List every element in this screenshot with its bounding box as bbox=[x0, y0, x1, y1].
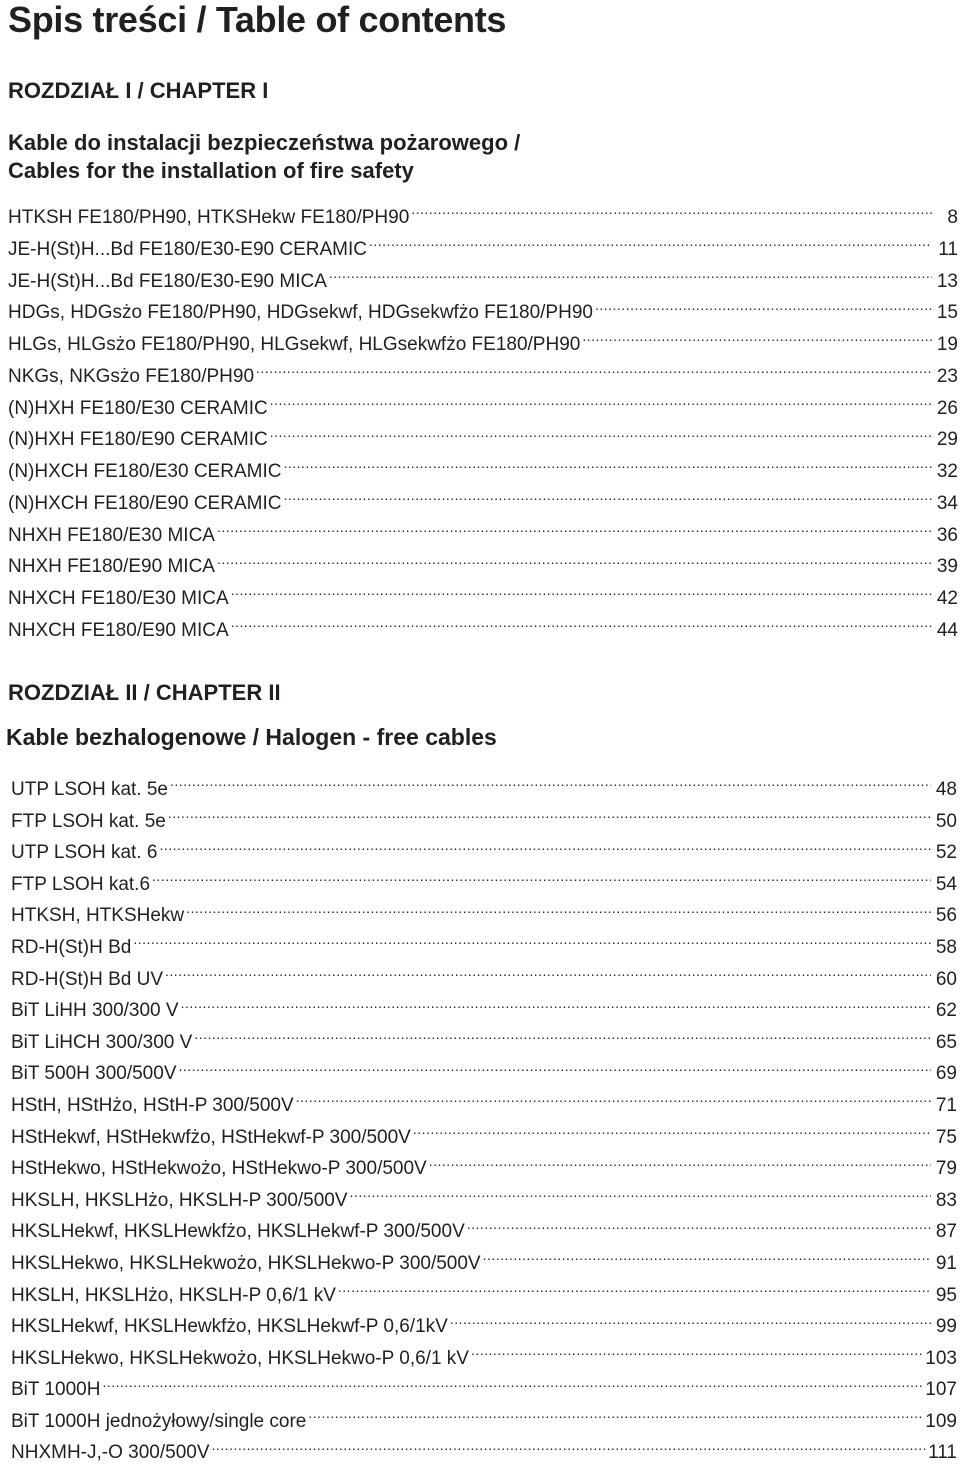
toc-entry-title: NKGs, NKGsżo FE180/PH90 bbox=[8, 365, 255, 387]
toc-entry[interactable] bbox=[11, 1122, 957, 1154]
toc-entry-page-number: 109 bbox=[925, 1410, 957, 1432]
toc-dot-leader bbox=[429, 1155, 931, 1174]
toc-entry-title: NHXMH-J,-O 300/500V bbox=[11, 1442, 210, 1464]
toc-entry-page-number: 8 bbox=[947, 207, 958, 228]
toc-entry-page-number: 62 bbox=[935, 1000, 957, 1022]
toc-entry[interactable] bbox=[11, 900, 957, 932]
toc-entry[interactable] bbox=[11, 1185, 957, 1217]
toc-dot-leader bbox=[231, 585, 932, 604]
toc-dot-leader bbox=[165, 966, 931, 985]
toc-entry[interactable] bbox=[11, 1058, 957, 1090]
toc-entry[interactable] bbox=[8, 551, 958, 583]
toc-entry[interactable] bbox=[11, 995, 957, 1027]
toc-entry-page-number: 111 bbox=[928, 1442, 957, 1464]
toc-entry[interactable] bbox=[11, 1153, 957, 1185]
toc-dot-leader bbox=[595, 299, 932, 318]
toc-dot-leader bbox=[102, 1376, 923, 1395]
toc-entry[interactable] bbox=[8, 456, 958, 488]
toc-dot-leader bbox=[283, 490, 932, 509]
toc-entry[interactable] bbox=[11, 1374, 957, 1406]
toc-entry-title: HTKSH FE180/PH90, HTKSHekw FE180/PH90 bbox=[8, 207, 410, 228]
toc-dot-leader bbox=[133, 934, 931, 953]
toc-dot-leader bbox=[369, 236, 932, 255]
toc-entry[interactable] bbox=[8, 615, 958, 647]
toc-entry-title: JE-H(St)H...Bd FE180/E30-E90 MICA bbox=[8, 270, 327, 292]
toc-dot-leader bbox=[217, 522, 932, 541]
section-title-line-2: Cables for the installation of fire safety bbox=[8, 158, 414, 183]
toc-dot-leader bbox=[186, 902, 931, 921]
toc-entry-page-number: 19 bbox=[936, 334, 958, 355]
toc-entry[interactable] bbox=[11, 1437, 957, 1469]
toc-entry-page-number: 36 bbox=[936, 524, 958, 546]
toc-entry-page-number: 48 bbox=[935, 779, 957, 800]
toc-entry-title: NHXH FE180/E90 MICA bbox=[8, 556, 215, 578]
toc-entry-page-number: 34 bbox=[936, 492, 958, 514]
toc-dot-leader bbox=[471, 1345, 923, 1364]
toc-entry-title: BiT LiHCH 300/300 V bbox=[11, 1031, 193, 1053]
chapter-1-toc-list bbox=[8, 202, 958, 647]
toc-entry-title: HLGs, HLGsżo FE180/PH90, HLGsekwf, HLGsekwfżo FE180/PH90 bbox=[8, 334, 581, 355]
toc-dot-leader bbox=[350, 1187, 931, 1206]
toc-dot-leader bbox=[329, 268, 932, 287]
toc-entry[interactable] bbox=[8, 520, 958, 552]
toc-entry[interactable] bbox=[11, 1216, 957, 1248]
toc-entry-title: HTKSH, HTKSHekw bbox=[11, 905, 185, 927]
toc-dot-leader bbox=[231, 617, 932, 636]
toc-entry-title: UTP LSOH kat. 5e bbox=[11, 779, 168, 800]
toc-entry[interactable] bbox=[11, 774, 957, 806]
toc-entry-title: HKSLHekwf, HKSLHewkfżo, HKSLHekwf-P 0,6/1kV bbox=[11, 1316, 448, 1338]
toc-entry-title: HDGs, HDGsżo FE180/PH90, HDGsekwf, HDGsekwfżo FE180/PH90 bbox=[8, 302, 593, 324]
toc-entry-title: RD-H(St)H Bd UV bbox=[11, 968, 164, 990]
toc-dot-leader bbox=[212, 1439, 927, 1458]
toc-entry[interactable] bbox=[8, 583, 958, 615]
chapter-2-heading: ROZDZIAŁ II / CHAPTER II bbox=[8, 680, 281, 705]
toc-dot-leader bbox=[582, 331, 932, 350]
toc-entry-page-number: 32 bbox=[936, 461, 958, 482]
toc-dot-leader bbox=[450, 1313, 931, 1332]
toc-entry-page-number: 69 bbox=[935, 1063, 957, 1085]
toc-entry-title: JE-H(St)H...Bd FE180/E30-E90 CERAMIC bbox=[8, 238, 367, 260]
toc-entry-page-number: 103 bbox=[925, 1347, 957, 1369]
toc-entry-page-number: 71 bbox=[935, 1094, 957, 1116]
toc-entry-page-number: 60 bbox=[935, 968, 957, 990]
toc-entry[interactable] bbox=[8, 297, 958, 329]
toc-dot-leader bbox=[168, 808, 931, 827]
toc-dot-leader bbox=[256, 363, 932, 382]
chapter-1-heading: ROZDZIAŁ I / CHAPTER I bbox=[8, 78, 269, 103]
toc-entry-title: NHXCH FE180/E90 MICA bbox=[8, 619, 229, 641]
toc-entry-page-number: 83 bbox=[935, 1189, 957, 1211]
toc-entry[interactable] bbox=[8, 393, 958, 425]
toc-dot-leader bbox=[217, 553, 932, 572]
toc-dot-leader bbox=[308, 1408, 923, 1427]
toc-dot-leader bbox=[338, 1282, 931, 1301]
toc-dot-leader bbox=[270, 426, 932, 445]
toc-entry-page-number: 50 bbox=[935, 810, 957, 832]
toc-entry[interactable] bbox=[8, 361, 958, 393]
toc-entry-page-number: 15 bbox=[936, 302, 958, 324]
toc-entry-page-number: 65 bbox=[935, 1031, 957, 1053]
toc-entry-title: UTP LSOH kat. 6 bbox=[11, 842, 158, 864]
toc-entry-title: HKSLH, HKSLHżo, HKSLH-P 0,6/1 kV bbox=[11, 1284, 336, 1306]
toc-entry-page-number: 87 bbox=[935, 1221, 957, 1243]
toc-entry-title: FTP LSOH kat. 5e bbox=[11, 810, 166, 832]
toc-entry-title: HKSLHekwf, HKSLHewkfżo, HKSLHekwf-P 300/500V bbox=[11, 1221, 465, 1243]
toc-entry-title: NHXCH FE180/E30 MICA bbox=[8, 588, 229, 609]
toc-dot-leader bbox=[179, 1060, 932, 1079]
toc-entry-title: (N)HXH FE180/E30 CERAMIC bbox=[8, 397, 268, 419]
page-title: Spis treści / Table of contents bbox=[8, 0, 507, 40]
toc-entry-page-number: 56 bbox=[935, 905, 957, 927]
toc-entry[interactable] bbox=[11, 932, 957, 964]
toc-entry-title: FTP LSOH kat.6 bbox=[11, 873, 151, 895]
toc-entry-page-number: 29 bbox=[936, 429, 958, 451]
toc-entry[interactable] bbox=[11, 964, 957, 996]
toc-entry-page-number: 107 bbox=[925, 1379, 957, 1401]
toc-dot-leader bbox=[159, 839, 931, 858]
toc-dot-leader bbox=[194, 1029, 931, 1048]
chapter-2-section-title: Kable bezhalogenowe / Halogen - free cables bbox=[6, 724, 497, 750]
toc-entry-page-number: 42 bbox=[936, 588, 958, 609]
toc-entry-title: BiT 1000H bbox=[11, 1379, 101, 1401]
chapter-2-toc-list bbox=[11, 774, 957, 1469]
toc-entry[interactable] bbox=[11, 1090, 957, 1122]
toc-dot-leader bbox=[411, 204, 932, 223]
toc-dot-leader bbox=[413, 1124, 931, 1143]
toc-entry-title: HStHekwo, HStHekwożo, HStHekwo-P 300/500V bbox=[11, 1158, 427, 1180]
toc-entry[interactable] bbox=[11, 869, 957, 901]
toc-entry[interactable] bbox=[11, 1406, 957, 1438]
toc-entry-page-number: 79 bbox=[935, 1158, 957, 1180]
toc-entry-title: HStH, HStHżo, HStH-P 300/500V bbox=[11, 1094, 294, 1116]
toc-dot-leader bbox=[483, 1250, 931, 1269]
toc-entry-title: BiT LiHH 300/300 V bbox=[11, 1000, 179, 1022]
toc-entry-page-number: 99 bbox=[935, 1316, 957, 1338]
toc-entry-page-number: 52 bbox=[935, 842, 957, 864]
toc-entry[interactable] bbox=[8, 488, 958, 520]
toc-entry-title: HKSLH, HKSLHżo, HKSLH-P 300/500V bbox=[11, 1189, 348, 1211]
section-title-line-1: Kable do instalacji bezpieczeństwa pożarowego / bbox=[8, 130, 521, 155]
toc-entry-title: BiT 500H 300/500V bbox=[11, 1063, 177, 1085]
toc-dot-leader bbox=[181, 997, 931, 1016]
toc-entry-page-number: 23 bbox=[936, 365, 958, 387]
toc-entry-page-number: 13 bbox=[936, 270, 958, 292]
toc-entry-page-number: 58 bbox=[935, 936, 957, 958]
toc-entry-title: (N)HXH FE180/E90 CERAMIC bbox=[8, 429, 268, 451]
toc-entry-title: HKSLHekwo, HKSLHekwożo, HKSLHekwo-P 0,6/1 kV bbox=[11, 1347, 469, 1369]
toc-entry[interactable] bbox=[8, 202, 958, 234]
toc-entry-page-number: 11 bbox=[938, 238, 958, 260]
toc-entry[interactable] bbox=[8, 234, 958, 266]
toc-entry[interactable] bbox=[11, 1311, 957, 1343]
toc-entry[interactable] bbox=[11, 1027, 957, 1059]
toc-dot-leader bbox=[296, 1092, 931, 1111]
toc-entry[interactable] bbox=[8, 424, 958, 456]
toc-entry-page-number: 39 bbox=[936, 556, 958, 578]
toc-entry[interactable] bbox=[11, 806, 957, 838]
toc-entry-page-number: 91 bbox=[935, 1252, 957, 1274]
toc-dot-leader bbox=[283, 458, 932, 477]
toc-entry[interactable] bbox=[11, 1248, 957, 1280]
toc-dot-leader bbox=[270, 395, 932, 414]
toc-entry-page-number: 26 bbox=[936, 397, 958, 419]
toc-entry[interactable] bbox=[11, 1343, 957, 1375]
toc-entry[interactable] bbox=[8, 329, 958, 361]
toc-entry-page-number: 54 bbox=[935, 873, 957, 895]
toc-entry[interactable] bbox=[8, 266, 958, 298]
toc-entry-page-number: 75 bbox=[935, 1126, 957, 1148]
toc-entry-page-number: 95 bbox=[935, 1284, 957, 1306]
toc-dot-leader bbox=[152, 871, 931, 890]
toc-dot-leader bbox=[467, 1218, 931, 1237]
toc-entry[interactable] bbox=[11, 837, 957, 869]
toc-entry[interactable] bbox=[11, 1280, 957, 1312]
toc-entry-title: HKSLHekwo, HKSLHekwożo, HKSLHekwo-P 300/500V bbox=[11, 1252, 481, 1274]
toc-entry-title: BiT 1000H jednożyłowy/single core bbox=[11, 1410, 307, 1432]
toc-entry-title: (N)HXCH FE180/E30 CERAMIC bbox=[8, 461, 282, 482]
toc-entry-title: RD-H(St)H Bd bbox=[11, 936, 132, 958]
chapter-1-section-title bbox=[8, 129, 520, 185]
toc-entry-title: (N)HXCH FE180/E90 CERAMIC bbox=[8, 492, 282, 514]
toc-entry-page-number: 44 bbox=[936, 619, 958, 641]
toc-dot-leader bbox=[170, 776, 931, 795]
toc-entry-title: HStHekwf, HStHekwfżo, HStHekwf-P 300/500V bbox=[11, 1126, 411, 1148]
toc-entry-title: NHXH FE180/E30 MICA bbox=[8, 524, 215, 546]
